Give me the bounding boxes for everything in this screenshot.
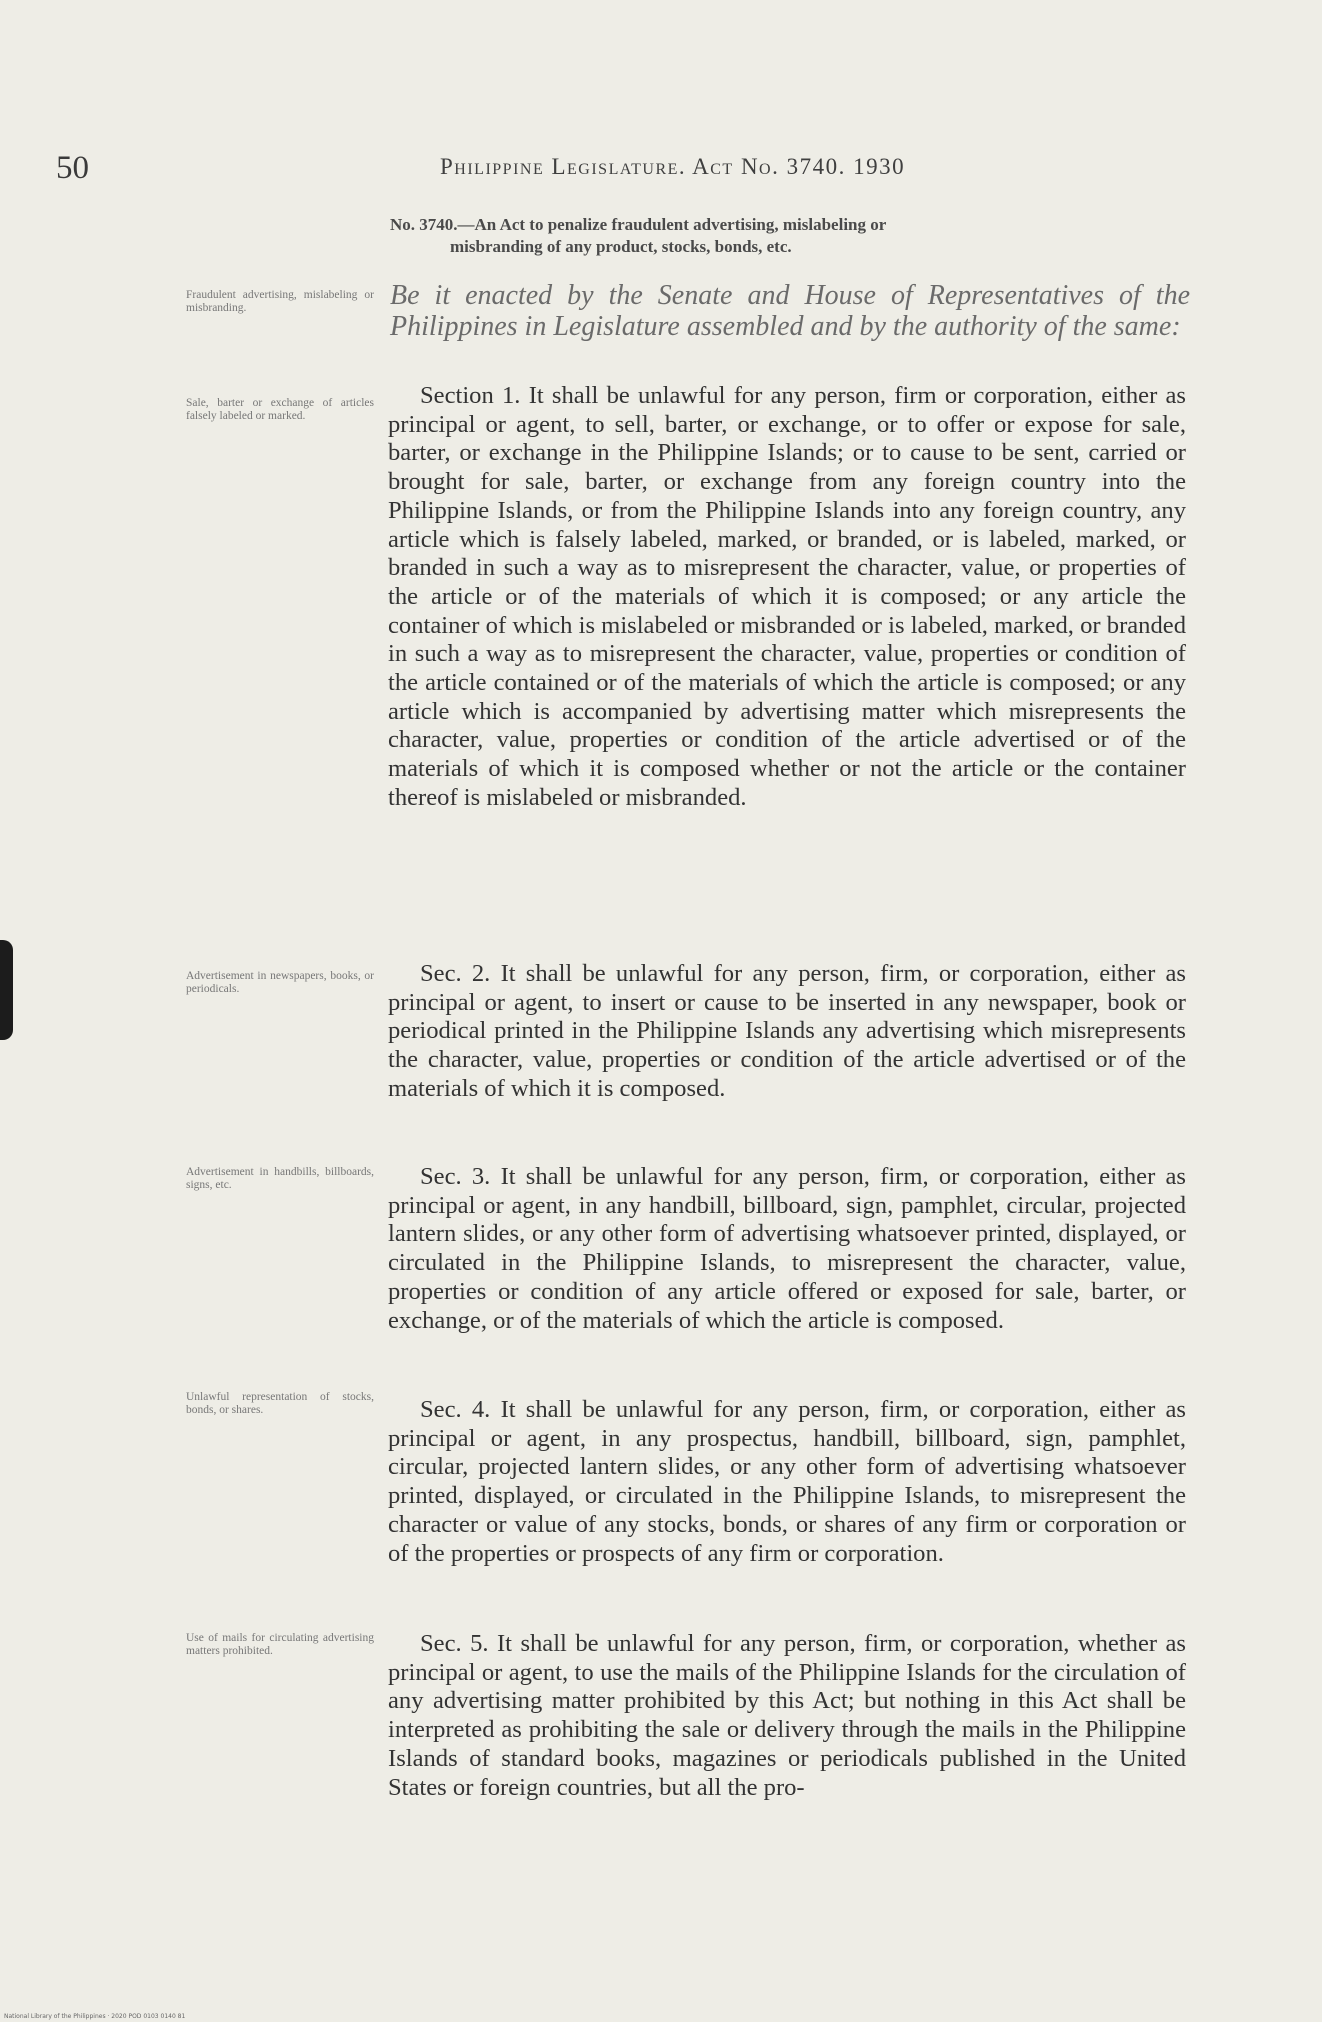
running-head: Philippine Legislature. Act No. 3740. 1930 <box>440 154 906 179</box>
enacting-clause: Be it enacted by the Senate and House of Representatives of the Philippines in Legislature assembled and by the authority of the same: <box>390 280 1190 342</box>
act-title-line-2: misbranding of any product, stocks, bonds, etc. <box>450 237 792 256</box>
section-label: Sec. 3. <box>420 1163 491 1190</box>
section-label: Sec. 2. <box>420 960 491 987</box>
section-label: Sec. 4. <box>420 1396 491 1423</box>
section-1 <box>388 382 1186 813</box>
act-title-line-1: No. 3740.—An Act to penalize fraudulent advertising, mislabeling or <box>390 215 887 234</box>
section-2 <box>388 960 1186 1104</box>
section-3 <box>388 1163 1186 1335</box>
section-label: Sec. 5. <box>420 1630 489 1657</box>
section-label: Section 1. <box>420 382 521 409</box>
section-text: It shall be unlawful for any person, firm, or corporation, whether as principal or agent, to use the mails of the Philippine Islands for the circulation of any advertising matter prohibited by this Act; but nothing in this Act shall be interpreted as prohibiting the sale or delivery through the mails in the Philippine Islands of standard books, magazines or periodicals published in the United States or foreign countries, but all the pro- <box>388 1630 1186 1801</box>
section-text: It shall be unlawful for any person, firm, or corporation, either as principal or agent, to insert or cause to be inserted in any newspaper, book or periodical printed in the Philippine Islands any advertising which misrepresents the character, value, properties or condition of the article advertised or of the materials of which it is composed. <box>388 960 1186 1102</box>
margin-note: Unlawful representation of stocks, bonds, or shares. <box>186 1391 374 1416</box>
margin-note: Advertisement in newspapers, books, or periodicals. <box>186 970 374 995</box>
section-text: It shall be unlawful for any person, firm or corporation, either as principal or agent, to sell, barter, or exchange, or to offer or expose for sale, barter, or exchange in the Philippine Islands; or to cause to be sent, carried or brought for sale, barter, or exchange from any foreign country into the Philippine Islands, or from the Philippine Islands into any foreign country, any article which is falsely labeled, marked, or branded, or is labeled, marked, or branded in such a way as to misrepresent the character, value, or properties of the article or of the materials of which it is composed; or any article the container of which is mislabeled or misbranded or is labeled, marked, or branded in such a way as to misrepresent the character, value, properties or condition of the article contained or of the materials of which the article is composed; or any article which is accompanied by advertising matter which misrepresents the character, value, properties or condition of the article advertised or of the materials of which it is composed whether or not the article or the container thereof is mislabeled or misbranded. <box>388 382 1186 811</box>
section-text: It shall be unlawful for any person, firm, or corporation, either as principal or agent, in any handbill, billboard, sign, pamphlet, circular, projected lantern slides, or any other form of advertising whatsoever printed, displayed, or circulated in the Philippine Islands, to misrepresent the character, value, properties or condition of any article offered or exposed for sale, barter, or exchange, or of the materials of which the article is composed. <box>388 1163 1186 1334</box>
margin-note: Use of mails for circulating advertising matters prohibited. <box>186 1632 374 1657</box>
scan-edge-mark <box>0 940 13 1040</box>
act-title <box>390 214 1190 258</box>
margin-note: Advertisement in handbills, billboards, signs, etc. <box>186 1166 374 1191</box>
margin-note: Sale, barter or exchange of articles falsely labeled or marked. <box>186 397 374 422</box>
page-number: 50 <box>56 150 89 186</box>
margin-note: Fraudulent advertising, mislabeling or misbranding. <box>186 289 374 314</box>
scan-footer: National Library of the Philippines · 2020 POD 0103 0140 81 <box>4 2013 186 2020</box>
section-4 <box>388 1396 1186 1568</box>
section-5 <box>388 1630 1186 1802</box>
section-text: It shall be unlawful for any person, firm, or corporation, either as principal or agent, in any prospectus, handbill, billboard, sign, pamphlet, circular, projected lantern slides, or any other form of advertising whatsoever printed, displayed, or circulated in the Philippine Islands, to misrepresent the character or value of any stocks, bonds, or shares of any firm or corporation or of the properties or prospects of any firm or corporation. <box>388 1396 1186 1567</box>
